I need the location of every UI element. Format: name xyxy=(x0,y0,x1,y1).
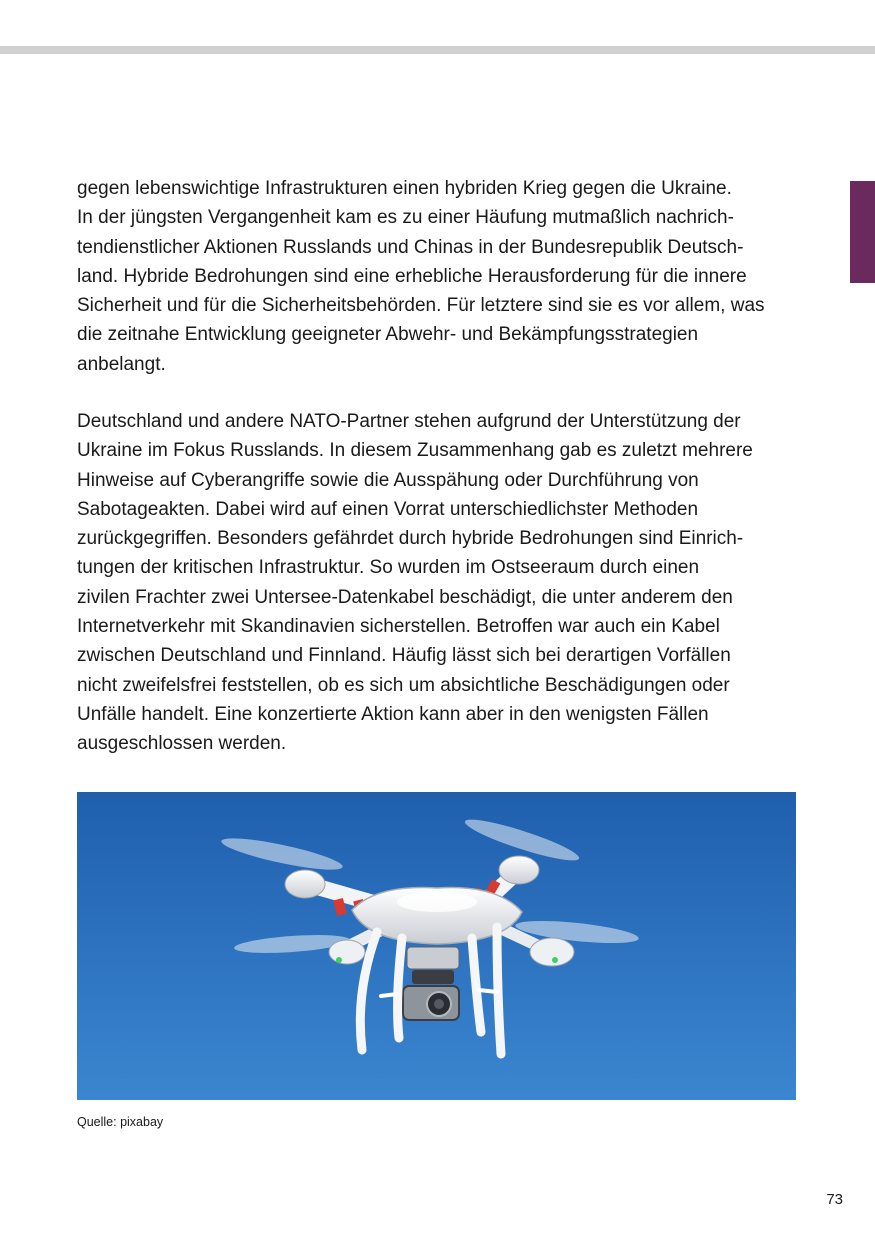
text-line: zivilen Frachter zwei Untersee-Datenkabel beschädigt, die unter anderem den xyxy=(77,586,733,608)
text-line: anbelangt. xyxy=(77,353,166,375)
text-line: Hinweise auf Cyberangriffe sowie die Ausspähung oder Durchführung von xyxy=(77,469,699,491)
image-caption: Quelle: pixabay xyxy=(77,1115,164,1129)
text-line: nicht zweifelsfrei feststellen, ob es sich um absichtliche Beschädigungen oder xyxy=(77,674,730,696)
text-line: gegen lebenswichtige Infrastrukturen einen hybriden Krieg gegen die Ukraine. xyxy=(77,178,732,199)
text-line: In der jüngsten Vergangenheit kam es zu einer Häufung mutmaßlich nachrich- xyxy=(77,207,734,229)
text-line: Unfälle handelt. Eine konzertierte Aktion kann aber in den wenigsten Fällen xyxy=(77,703,709,725)
body-paragraph-1 xyxy=(77,174,797,379)
text-line: Sabotageakten. Dabei wird auf einen Vorrat unterschiedlichster Methoden xyxy=(77,498,699,520)
text-line: land. Hybride Bedrohungen sind eine erhebliche Herausforderung für die innere xyxy=(77,265,747,287)
text-line: tungen der kritischen Infrastruktur. So wurden im Ostseeraum durch einen xyxy=(77,557,700,579)
top-rule xyxy=(0,46,875,54)
text-line: zurückgegriffen. Besonders gefährdet durch hybride Bedrohungen sind Einrich- xyxy=(77,528,744,550)
text-line: Internetverkehr mit Skandinavien sicherstellen. Betroffen war auch ein Kabel xyxy=(77,616,720,638)
body-paragraph-2 xyxy=(77,407,797,759)
drone-photo xyxy=(77,792,796,1100)
page-number: 73 xyxy=(826,1191,843,1208)
text-line: Ukraine im Fokus Russlands. In diesem Zusammenhang gab es zuletzt mehrere xyxy=(77,440,753,462)
text-line: Deutschland und andere NATO-Partner stehen aufgrund der Unterstützung der xyxy=(77,411,741,432)
text-line: zwischen Deutschland und Finnland. Häufig lässt sich bei derartigen Vorfällen xyxy=(77,645,731,667)
text-line: ausgeschlossen werden. xyxy=(77,733,287,755)
text-line: tendienstlicher Aktionen Russlands und Chinas in der Bundesrepublik Deutsch- xyxy=(77,236,744,258)
text-line: Sicherheit und für die Sicherheitsbehörden. Für letztere sind sie es vor allem, was xyxy=(77,295,765,317)
chapter-tab-marker xyxy=(850,181,875,283)
text-line: die zeitnahe Entwicklung geeigneter Abwehr- und Bekämpfungsstrategien xyxy=(77,324,699,346)
